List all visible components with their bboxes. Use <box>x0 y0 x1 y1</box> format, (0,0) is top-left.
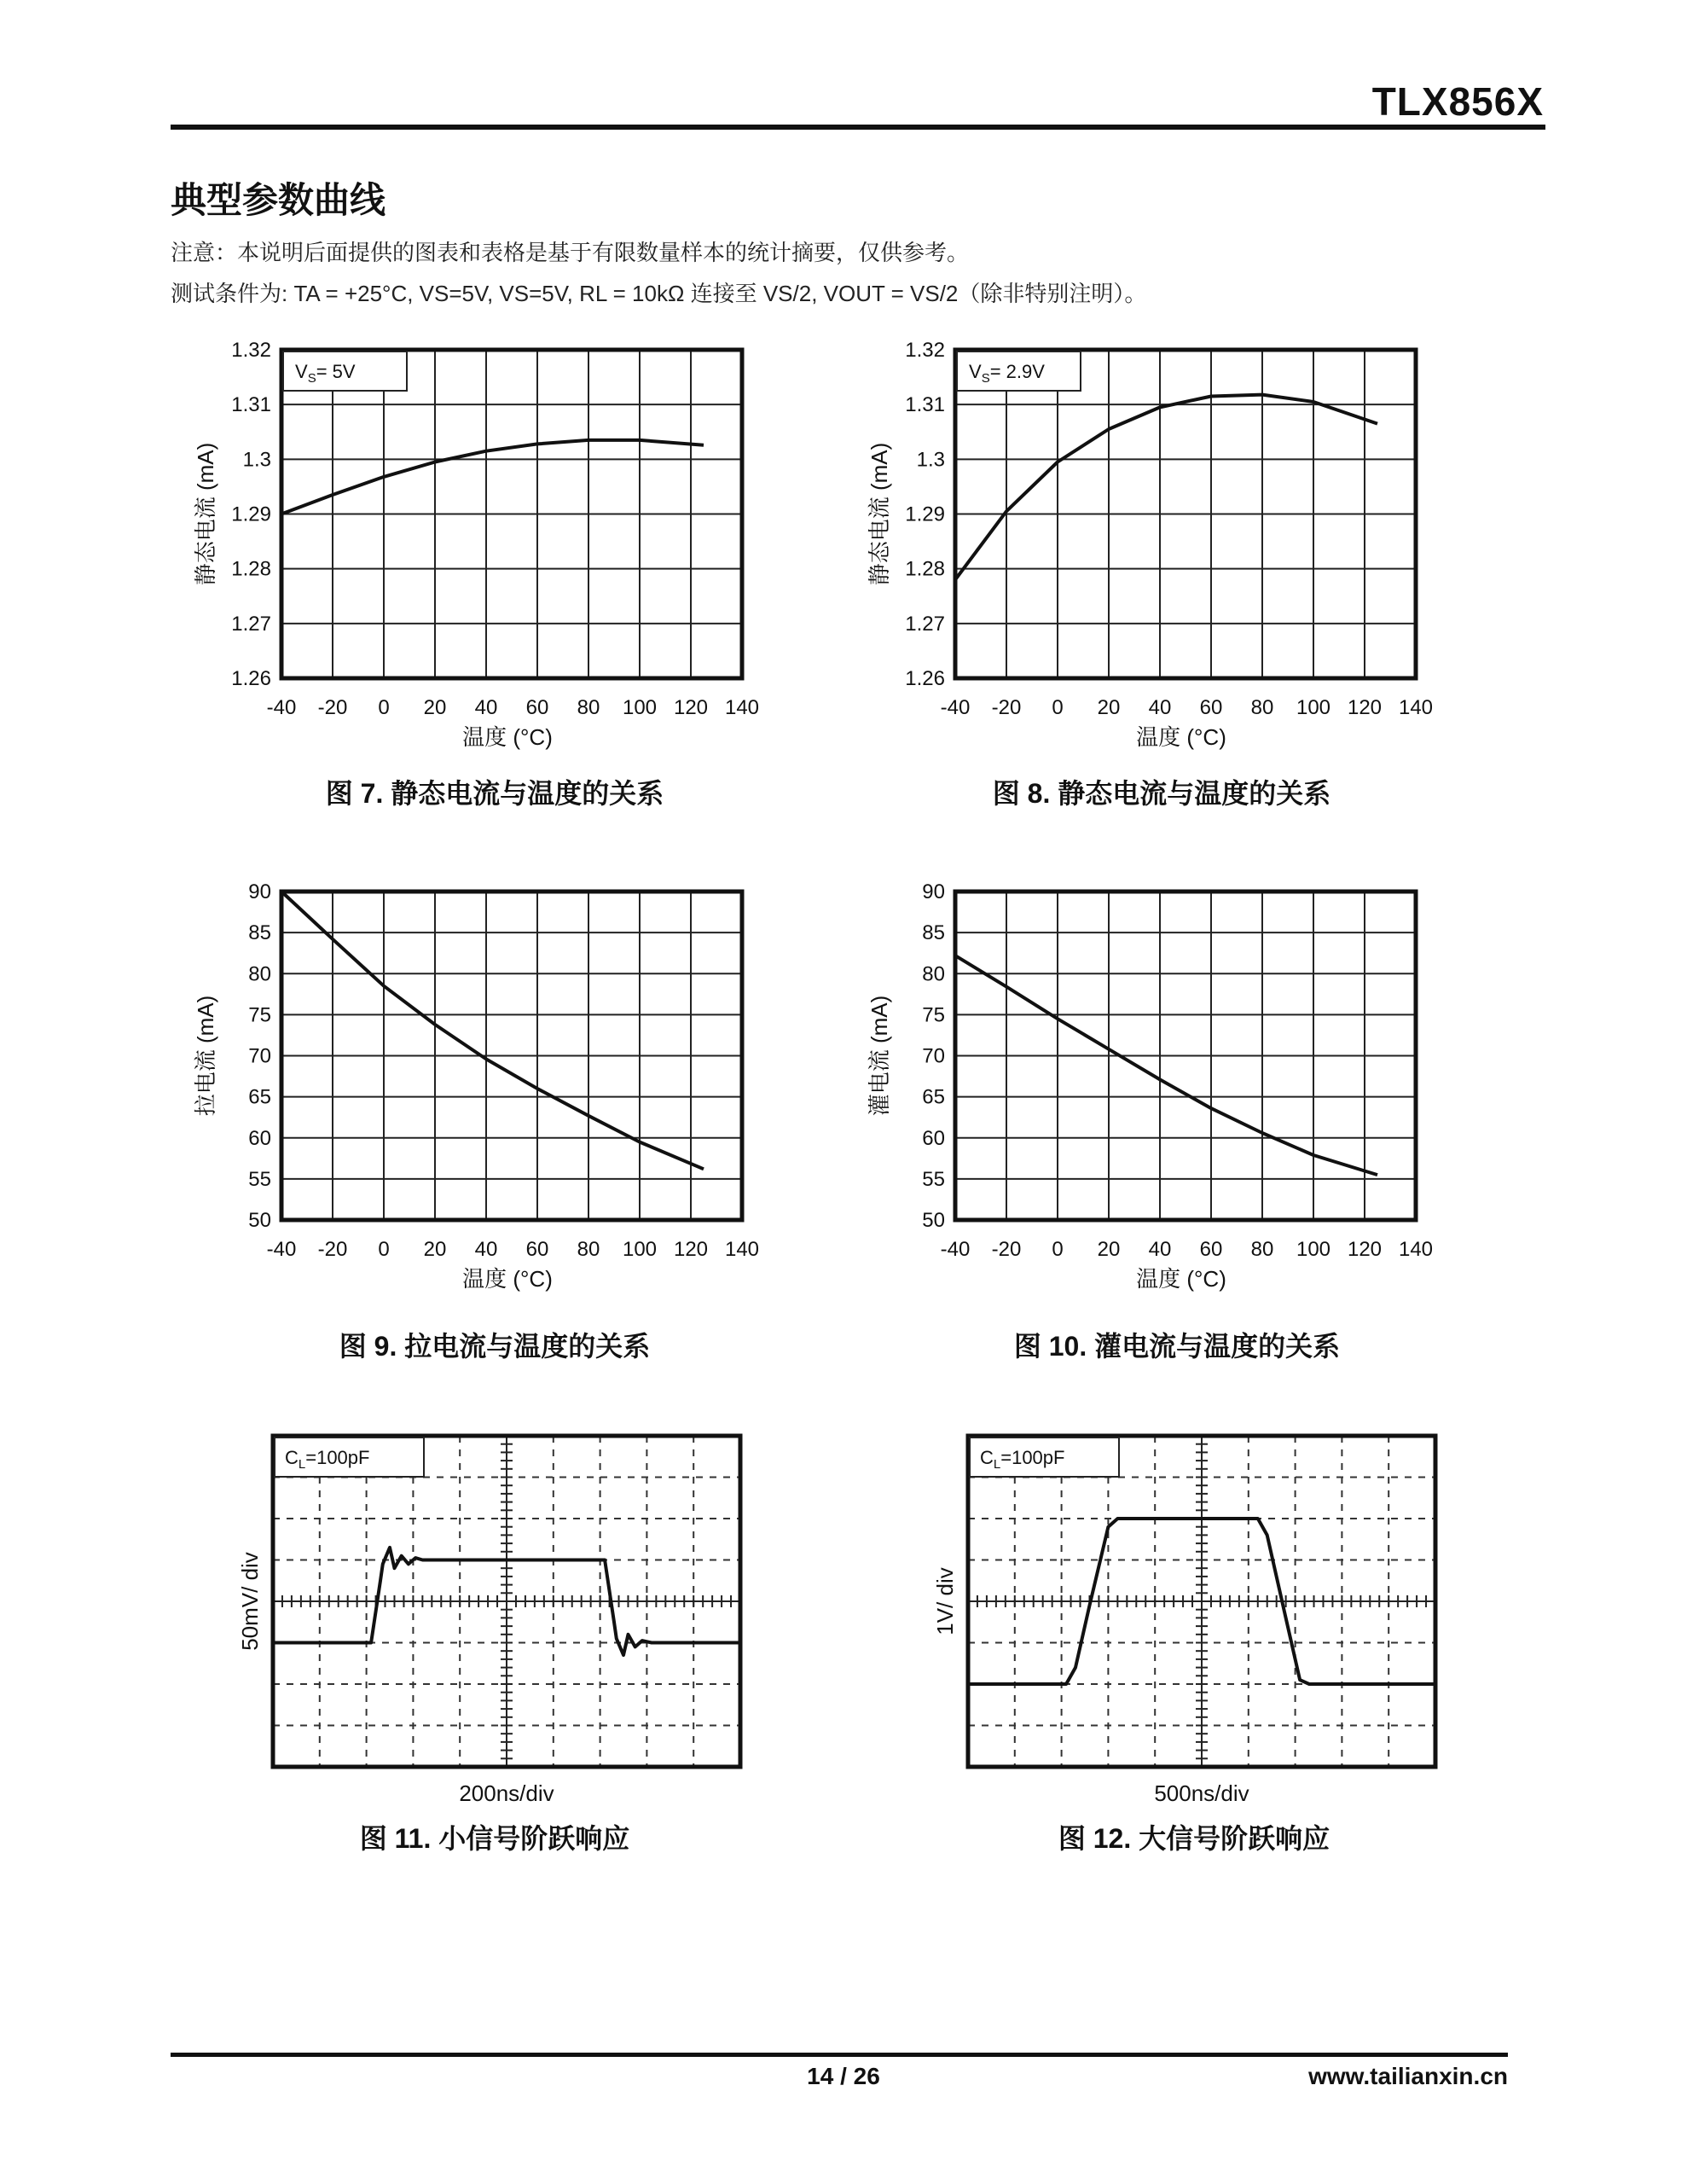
y-tick-label: 1.29 <box>231 502 271 526</box>
y-tick-label: 80 <box>922 962 945 986</box>
chart-fig12 <box>917 1420 1463 1804</box>
y-tick-label: 1.29 <box>905 502 945 526</box>
header-rule <box>171 125 1545 130</box>
test-conditions-text: 测试条件为: TA = +25°C, VS=5V, VS=5V, RL = 10kΩ 连接至 VS/2, VOUT = VS/2（除非特别注明）。 <box>171 281 1147 306</box>
x-tick-label: -20 <box>317 696 348 719</box>
chart-fig8-svg <box>844 333 1458 776</box>
y-tick-label: 50 <box>922 1209 945 1232</box>
y-tick-label: 70 <box>922 1044 945 1068</box>
y-tick-label: 1.3 <box>242 448 271 472</box>
x-tick-label: 140 <box>724 696 760 719</box>
y-tick-label: 75 <box>248 1003 271 1027</box>
y-tick-label: 1.32 <box>231 339 271 362</box>
chart-fig12-svg <box>917 1420 1463 1804</box>
x-tick-label: 100 <box>622 1238 658 1261</box>
y-axis-label: 静态电流 (mA) <box>867 442 892 586</box>
website-link[interactable]: www.tailianxin.cn <box>1308 2063 1508 2089</box>
x-tick-label: -20 <box>991 696 1022 719</box>
chart-fig10 <box>844 874 1458 1318</box>
section-title: 典型参数曲线 <box>171 180 386 220</box>
note-text: 注意：本说明后面提供的图表和表格是基于有限数量样本的统计摘要，仅供参考。 <box>171 240 970 265</box>
chart-fig7 <box>171 333 785 776</box>
x-tick-label: 120 <box>1347 696 1383 719</box>
y-axis-label: 灌电流 (mA) <box>867 995 892 1117</box>
x-tick-label: 80 <box>1250 696 1274 719</box>
caption-fig9: 图 9. 拉电流与温度的关系 <box>339 1331 651 1362</box>
x-tick-label: 140 <box>1398 696 1434 719</box>
footer-rule <box>171 2053 1508 2057</box>
y-tick-label: 70 <box>248 1044 271 1068</box>
x-tick-label: -20 <box>991 1238 1022 1261</box>
x-tick-label: 20 <box>423 1238 447 1261</box>
x-tick-label: 60 <box>1199 1238 1223 1261</box>
x-tick-label: 40 <box>1148 1238 1172 1261</box>
x-tick-label: 140 <box>1398 1238 1434 1261</box>
y-tick-label: 55 <box>922 1167 945 1191</box>
x-tick-label: 60 <box>525 696 549 719</box>
x-tick-label: -40 <box>940 696 971 719</box>
y-tick-label: 1.26 <box>231 667 271 690</box>
x-axis-label: 温度 (°C) <box>462 724 553 750</box>
chart-fig10-svg <box>844 874 1458 1318</box>
y-tick-label: 80 <box>248 962 271 986</box>
legend-box <box>957 351 1081 391</box>
x-tick-label: 0 <box>378 1238 390 1261</box>
y-tick-label: 1.27 <box>231 612 271 636</box>
x-axis-label: 500ns/div <box>1154 1780 1249 1806</box>
x-tick-label: -40 <box>266 1238 297 1261</box>
page-number: 14 / 26 <box>807 2063 880 2089</box>
legend-label: $C_L=100pF$ <box>980 1447 1065 1472</box>
y-tick-label: 55 <box>248 1167 271 1191</box>
chart-fig11-svg <box>222 1420 768 1804</box>
x-tick-label: -40 <box>266 696 297 719</box>
x-tick-label: 0 <box>1052 1238 1064 1261</box>
y-tick-label: 85 <box>922 921 945 945</box>
x-tick-label: 20 <box>423 696 447 719</box>
y-tick-label: 85 <box>248 921 271 945</box>
x-tick-label: 0 <box>378 696 390 719</box>
x-tick-label: 40 <box>474 1238 498 1261</box>
x-tick-label: 100 <box>1296 696 1331 719</box>
y-axis-label: 静态电流 (mA) <box>193 442 218 586</box>
legend-box <box>970 1438 1119 1477</box>
y-axis-label: 50mV/ div <box>237 1552 263 1651</box>
document-header-title: TLX856X <box>1371 79 1544 124</box>
y-tick-label: 1.28 <box>905 557 945 581</box>
x-tick-label: 0 <box>1052 696 1064 719</box>
x-axis-label: 温度 (°C) <box>1136 1266 1226 1292</box>
x-tick-label: 80 <box>577 696 600 719</box>
legend-label: $V_S= 2.9V$ <box>969 361 1045 386</box>
legend-box <box>275 1438 424 1477</box>
caption-fig7: 图 7. 静态电流与温度的关系 <box>325 778 664 809</box>
y-tick-label: 1.26 <box>905 667 945 690</box>
chart-fig9 <box>171 874 785 1318</box>
x-axis-label: 温度 (°C) <box>462 1266 553 1292</box>
legend-label: $V_S= 5V$ <box>295 361 356 386</box>
y-axis-label: 拉电流 (mA) <box>193 995 218 1117</box>
x-tick-label: 120 <box>673 696 709 719</box>
x-tick-label: 80 <box>577 1238 600 1261</box>
legend-label: $C_L=100pF$ <box>285 1447 370 1472</box>
legend-box <box>283 351 407 391</box>
y-tick-label: 1.28 <box>231 557 271 581</box>
y-tick-label: 65 <box>922 1085 945 1109</box>
x-tick-label: 40 <box>474 696 498 719</box>
caption-fig8: 图 8. 静态电流与温度的关系 <box>992 778 1331 809</box>
y-tick-label: 60 <box>922 1126 945 1150</box>
y-tick-label: 60 <box>248 1126 271 1150</box>
chart-fig11 <box>222 1420 768 1804</box>
x-tick-label: -20 <box>317 1238 348 1261</box>
x-axis-label: 200ns/div <box>459 1780 554 1806</box>
y-tick-label: 90 <box>248 880 271 903</box>
y-tick-label: 1.31 <box>905 393 945 417</box>
chart-fig7-svg <box>171 333 785 776</box>
x-tick-label: 40 <box>1148 696 1172 719</box>
caption-fig10: 图 10. 灌电流与温度的关系 <box>1013 1331 1341 1362</box>
x-tick-label: 100 <box>1296 1238 1331 1261</box>
caption-fig11: 图 11. 小信号阶跃响应 <box>359 1823 630 1854</box>
y-tick-label: 75 <box>922 1003 945 1027</box>
x-axis-label: 温度 (°C) <box>1136 724 1226 750</box>
y-tick-label: 65 <box>248 1085 271 1109</box>
caption-fig12: 图 12. 大信号阶跃响应 <box>1058 1823 1330 1854</box>
y-tick-label: 1.31 <box>231 393 271 417</box>
x-tick-label: 60 <box>525 1238 549 1261</box>
y-tick-label: 1.27 <box>905 612 945 636</box>
y-axis-label: 1V/ div <box>932 1567 958 1635</box>
chart-fig9-svg <box>171 874 785 1318</box>
x-tick-label: 20 <box>1097 1238 1121 1261</box>
chart-fig8 <box>844 333 1458 776</box>
x-tick-label: -40 <box>940 1238 971 1261</box>
y-tick-label: 1.32 <box>905 339 945 362</box>
y-tick-label: 50 <box>248 1209 271 1232</box>
x-tick-label: 60 <box>1199 696 1223 719</box>
x-tick-label: 80 <box>1250 1238 1274 1261</box>
x-tick-label: 20 <box>1097 696 1121 719</box>
y-tick-label: 90 <box>922 880 945 903</box>
x-tick-label: 120 <box>673 1238 709 1261</box>
x-tick-label: 100 <box>622 696 658 719</box>
x-tick-label: 140 <box>724 1238 760 1261</box>
y-tick-label: 1.3 <box>916 448 945 472</box>
x-tick-label: 120 <box>1347 1238 1383 1261</box>
